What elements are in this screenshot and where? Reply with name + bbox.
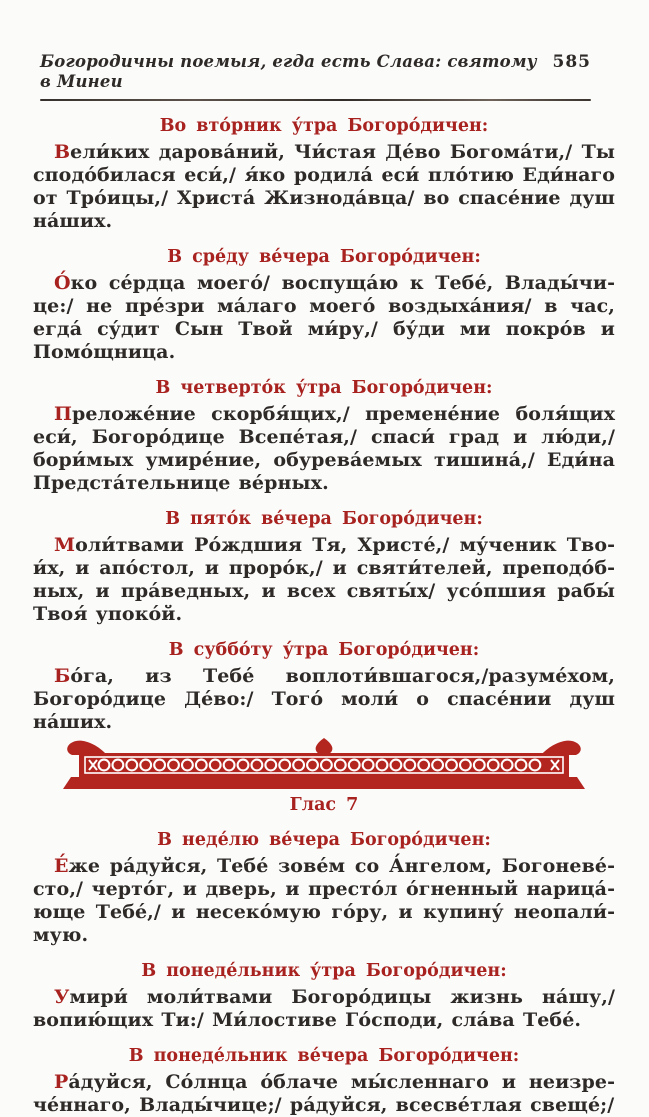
- page-number: 585: [552, 52, 591, 72]
- rubric-heading: Во вто́рник у́тра Богоро́дичен:: [159, 116, 489, 136]
- ornament-row: [33, 737, 615, 793]
- drop-initial: О́: [54, 272, 71, 294]
- rubric-heading: В понеде́льник у́тра Богоро́дичен:: [141, 961, 507, 981]
- hymn-body: же ра́дуйся, Тебе́ зове́м со А́нгелом, Богоневе́сто,/ черто́г, и дверь, и престо́л о́гненный нарица́юще Тебе́,/ и несеко́мую го́ру, и купину́ неопали́мую.: [33, 855, 615, 946]
- rubric-heading: В понеде́льник ве́чера Богоро́дичен:: [128, 1046, 520, 1066]
- entry-monday-matins: [33, 960, 615, 1032]
- rubric-heading: В сре́ду ве́чера Богоро́дичен:: [167, 247, 481, 267]
- entry-thursday-matins: [33, 377, 615, 495]
- rubric-heading: В суббо́ту у́тра Богоро́дичен:: [168, 640, 480, 660]
- hymn-text: [33, 855, 615, 947]
- rubric-heading: В пято́к ве́чера Богоро́дичен:: [165, 509, 483, 529]
- header-rule: [40, 99, 591, 101]
- hymn-body: оли́твами Ро́ждшия Тя, Христе́,/ му́ченик Твои́х, и апо́стол, и проро́к,/ и святи́телей, преподо́бных, и пра́ведных, и всех святы́х/ усо́пшия рабы́ Твоя́ упоко́й.: [33, 534, 615, 625]
- glas-label: Глас 7: [289, 795, 359, 815]
- entry-wednesday-vespers: [33, 246, 615, 364]
- hymn-text: [33, 403, 615, 495]
- hymn-text: [33, 665, 615, 734]
- chain-band-ornament-icon: [63, 737, 585, 793]
- hymn-body: реложе́ние скорбя́щих,/ премене́ние боля́щих еси́, Богоро́дице Всепе́тая,/ спаси́ град и лю́ди,/ бори́мых умире́ние, обурева́емых тишина́,/ Еди́на Предста́тельнице ве́рных.: [33, 403, 615, 494]
- rubric-heading: В неде́лю ве́чера Богоро́дичен:: [157, 830, 491, 850]
- drop-initial: В: [54, 141, 71, 163]
- running-head: [33, 52, 615, 92]
- entry-monday-vespers: [33, 1045, 615, 1117]
- hymn-body: мири́ моли́твами Богоро́дицы жизнь на́шу,/ вопию́щих Ти:/ Ми́лостиве Го́споди, сла́ва Тебе́.: [33, 986, 615, 1031]
- entry-sunday-vespers: [33, 829, 615, 947]
- rubric-heading: В четверто́к у́тра Богоро́дичен:: [155, 378, 493, 398]
- entry-saturday-matins: [33, 639, 615, 734]
- hymn-body: ко се́рдца моего́/ воспуща́ю к Тебе́, Влады́чице:/ не пре́зри ма́лаго моего́ воздыха́ния/ в час, егда́ су́дит Сын Твой ми́ру,/ бу́ди ми покро́в и Помо́щница.: [33, 272, 615, 363]
- entry-friday-vespers: [33, 508, 615, 626]
- running-head-title: Богородичны поемыя, егда есть Слава: святому в Минеи: [40, 52, 537, 91]
- hymn-body: ели́ких дарова́ний, Чи́стая Де́во Богома́ти,/ Ты сподо́билася еси́,/ я́ко родила́ еси́ пло́тию Еди́наго от Тро́ицы,/ Христа́ Жизнода́вца/ во спасе́ние душ на́ших.: [33, 141, 615, 232]
- drop-initial: П: [54, 403, 73, 425]
- entry-tuesday-matins: [33, 115, 615, 233]
- hymn-body: о́га, из Тебе́ воплоти́вшагося,/разуме́хом, Богоро́дице Де́во:/ Того́ моли́ о спасе́нии душ на́ших.: [33, 665, 615, 733]
- hymn-body: а́дуйся, Со́лнца о́блаче мы́сленнаго и неизрече́ннаго, Влады́чице;/ ра́дуйся, всесве́тлая свеще́;/: [33, 1071, 615, 1116]
- drop-initial: Б: [54, 665, 71, 687]
- hymn-text: [33, 141, 615, 233]
- hymn-text: [33, 986, 615, 1032]
- hymn-text: [33, 1071, 615, 1117]
- drop-initial: М: [54, 534, 76, 556]
- hymn-text: [33, 534, 615, 626]
- drop-initial: У: [54, 986, 70, 1008]
- drop-initial: Р: [54, 1071, 69, 1093]
- hymn-text: [33, 272, 615, 364]
- drop-initial: Е́: [54, 855, 69, 877]
